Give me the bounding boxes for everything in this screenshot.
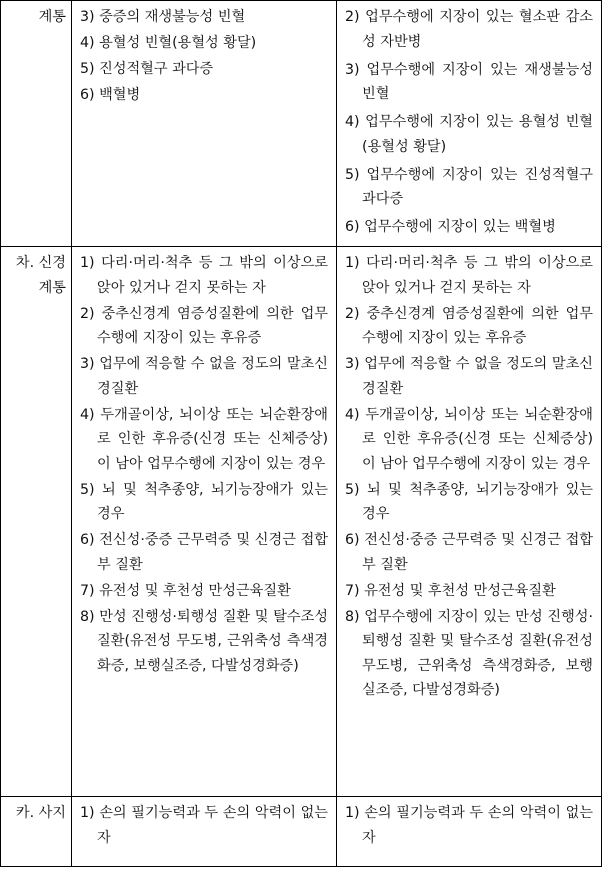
right-cell [337, 1, 602, 247]
category-cell: 차. 신경 계통 [1, 247, 72, 797]
list-item: 4) 두개골이상, 뇌이상 또는 뇌순환장애로 인한 후유증(신경 또는 신체증상)이 남아 업무수행에 지장이 있는 경우 [80, 406, 328, 472]
list-item: 4) 두개골이상, 뇌이상 또는 뇌순환장애로 인한 후유증(신경 또는 신체증상)이 남아 업무수행에 지장이 있는 경우 [345, 406, 593, 472]
list-item: 2) 업무수행에 지장이 있는 혈소판 감소성 자반병 [345, 9, 593, 50]
list-item: 5) 뇌 및 척추종양, 뇌기능장애가 있는 경우 [345, 481, 593, 522]
list-item: 1) 손의 필기능력과 두 손의 악력이 없는 자 [80, 805, 328, 846]
table-row-limbs [1, 797, 602, 867]
category-cell: 계통 [1, 1, 72, 247]
list-item: 5) 진성적혈구 과다증 [80, 61, 214, 77]
list-item: 4) 용혈성 빈혈(용혈성 황달) [80, 35, 257, 51]
category-cell: 카. 사지 [1, 797, 72, 867]
right-cell [337, 797, 602, 867]
list-item: 7) 유전성 및 후천성 만성근육질환 [80, 582, 291, 599]
list-item: 3) 업무에 적응할 수 없을 정도의 말초신경질환 [80, 356, 328, 397]
table-row-nervous [1, 247, 602, 797]
list-item: 1) 손의 필기능력과 두 손의 악력이 없는 자 [345, 805, 593, 846]
list-item: 6) 전신성·중증 근무력증 및 신경근 접합부 질환 [345, 532, 593, 573]
right-cell [337, 247, 602, 797]
list-item: 5) 뇌 및 척추종양, 뇌기능장애가 있는 경우 [80, 481, 328, 522]
list-item: 3) 중증의 재생불능성 빈혈 [80, 9, 246, 25]
list-item: 6) 백혈병 [80, 87, 141, 103]
table-row-blood [1, 1, 602, 247]
list-item: 1) 다리·머리·척추 등 그 밖의 이상으로 앉아 있거나 걷지 못하는 자 [80, 255, 328, 296]
list-item: 8) 업무수행에 지장이 있는 만성 진행성·퇴행성 질환 및 탈수조성 질환(유전성 무도병, 근위축성 측색경화증, 보행 실조증, 다발성경화증) [345, 608, 593, 698]
left-cell [72, 1, 337, 247]
list-item: 6) 전신성·중증 근무력증 및 신경근 접합부 질환 [80, 532, 328, 573]
list-item: 4) 업무수행에 지장이 있는 용혈성 빈혈(용혈성 황달) [345, 114, 593, 155]
list-item: 5) 업무수행에 지장이 있는 진성적혈구 과다증 [345, 166, 593, 207]
list-item: 7) 유전성 및 후천성 만성근육질환 [345, 582, 556, 599]
list-item: 2) 중추신경계 염증성질환에 의한 업무수행에 지장이 있는 후유증 [80, 305, 328, 346]
list-item: 1) 다리·머리·척추 등 그 밖의 이상으로 앉아 있거나 걷지 못하는 자 [345, 255, 593, 296]
list-item: 8) 만성 진행성·퇴행성 질환 및 탈수조성 질환(유전성 무도병, 근위축성 측색경화증, 보행실조증, 다발성경화증) [80, 608, 328, 674]
list-item: 6) 업무수행에 지장이 있는 백혈병 [345, 219, 556, 235]
list-item: 2) 중추신경계 염증성질환에 의한 업무수행에 지장이 있는 후유증 [345, 305, 593, 346]
left-cell [72, 247, 337, 797]
list-item: 3) 업무에 적응할 수 없을 정도의 말초신경질환 [345, 356, 593, 397]
left-cell [72, 797, 337, 867]
list-item: 3) 업무수행에 지장이 있는 재생불능성 빈혈 [345, 61, 593, 102]
